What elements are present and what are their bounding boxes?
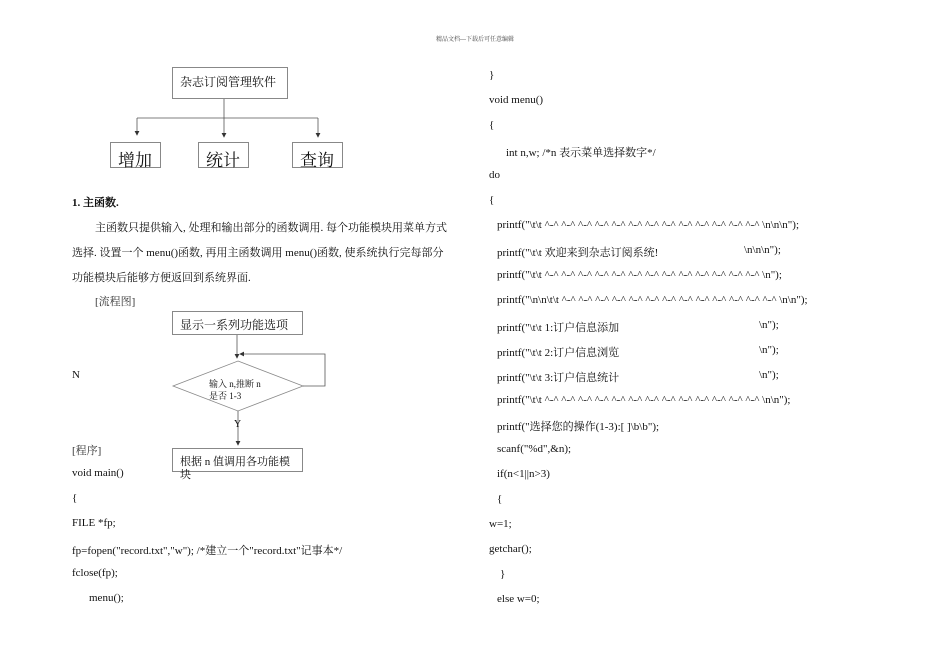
decision-label-1: 输入 n,推断 n [209, 379, 261, 389]
code-line: fclose(fp); [72, 567, 118, 579]
code-line: void main() [72, 467, 124, 479]
code-line: int n,w; /*n 表示菜单选择数字*/ [506, 147, 656, 159]
code-line: \n"); [759, 369, 779, 381]
code-line: printf("\t\t ^-^ ^-^ ^-^ ^-^ ^-^ ^-^ ^-^ ^-^ ^-^ ^-^ ^-^ ^-^ ^-^ \n\n\n"); [497, 219, 800, 231]
flow-start-label: 显示一系列功能选项 [180, 318, 289, 332]
code-line: getchar(); [489, 543, 532, 555]
code-line: scanf("%d",&n); [497, 443, 572, 455]
code-line: w=1; [489, 518, 512, 530]
node-stats [198, 142, 249, 168]
code-line: \n"); [759, 344, 779, 356]
yes-branch-label: Y [234, 419, 242, 430]
code-line: printf("\n\n\t\t ^-^ ^-^ ^-^ ^-^ ^-^ ^-^ ^-^ ^-^ ^-^ ^-^ ^-^ ^-^ ^-^ \n\n"); [497, 294, 808, 306]
code-line: { [497, 493, 503, 505]
code-line: printf("\t\t 欢迎来到杂志订阅系统! [497, 247, 659, 259]
paragraph-line-3: 功能模块后能够方便返回到系统界面. [72, 272, 251, 284]
flow-end-node [172, 448, 303, 481]
code-line: if(n<1||n>3) [497, 468, 550, 480]
no-branch-label: N [72, 369, 80, 381]
code-line: menu(); [89, 592, 124, 604]
node-query [292, 142, 343, 168]
code-line: } [489, 69, 495, 81]
node-query-label: 查询 [300, 151, 334, 170]
program-label: [程序] [72, 445, 102, 457]
section-heading: 1. 主函数. [72, 197, 119, 209]
code-line: FILE *fp; [72, 517, 116, 529]
code-line: do [489, 169, 500, 181]
code-line: printf("\t\t 1:订户信息添加 [497, 322, 620, 334]
flow-start-node [172, 311, 303, 335]
root-node-label: 杂志订阅管理软件 [180, 75, 277, 89]
code-line: printf("\t\t 3:订户信息统计 [497, 372, 620, 384]
node-stats-label: 统计 [206, 151, 240, 170]
root-node [172, 67, 288, 99]
paragraph-line-1: 主函数只提供输入, 处理和输出部分的函数调用. 每个功能模块用菜单方式 [95, 222, 447, 234]
code-line: { [72, 492, 78, 504]
code-line: fp=fopen("record.txt","w"); /*建立一个"record.txt"记事本*/ [72, 545, 343, 557]
code-line: printf("\t\t 2:订户信息浏览 [497, 347, 620, 359]
code-line: { [489, 119, 495, 131]
code-line: else w=0; [497, 593, 540, 605]
page-header: 精品文档---下载后可任意编辑 [436, 37, 514, 43]
code-line: printf("\t\t ^-^ ^-^ ^-^ ^-^ ^-^ ^-^ ^-^ ^-^ ^-^ ^-^ ^-^ ^-^ ^-^ \n\n"); [497, 394, 791, 406]
code-line: \n"); [759, 319, 779, 331]
flowchart-label: [流程图] [95, 296, 136, 308]
code-line: void menu() [489, 94, 544, 106]
code-line: printf("选择您的操作(1-3):[ ]\b\b"); [497, 421, 660, 433]
node-add-label: 增加 [118, 151, 152, 170]
code-line: printf("\t\t ^-^ ^-^ ^-^ ^-^ ^-^ ^-^ ^-^ ^-^ ^-^ ^-^ ^-^ ^-^ ^-^ \n"); [497, 269, 782, 281]
flow-end-label-2: 块 [180, 469, 191, 481]
paragraph-line-2: 选择. 设置一个 menu()函数, 再用主函数调用 menu()函数, 使系统执行完每部分 [72, 247, 444, 259]
code-line: { [489, 194, 495, 206]
code-line: \n\n\n"); [744, 244, 781, 256]
code-line: } [500, 568, 506, 580]
flow-end-label: 根据 n 值调用各功能模 [180, 456, 290, 468]
node-add [110, 142, 161, 168]
decision-label-2: 是否 1-3 [209, 391, 242, 401]
